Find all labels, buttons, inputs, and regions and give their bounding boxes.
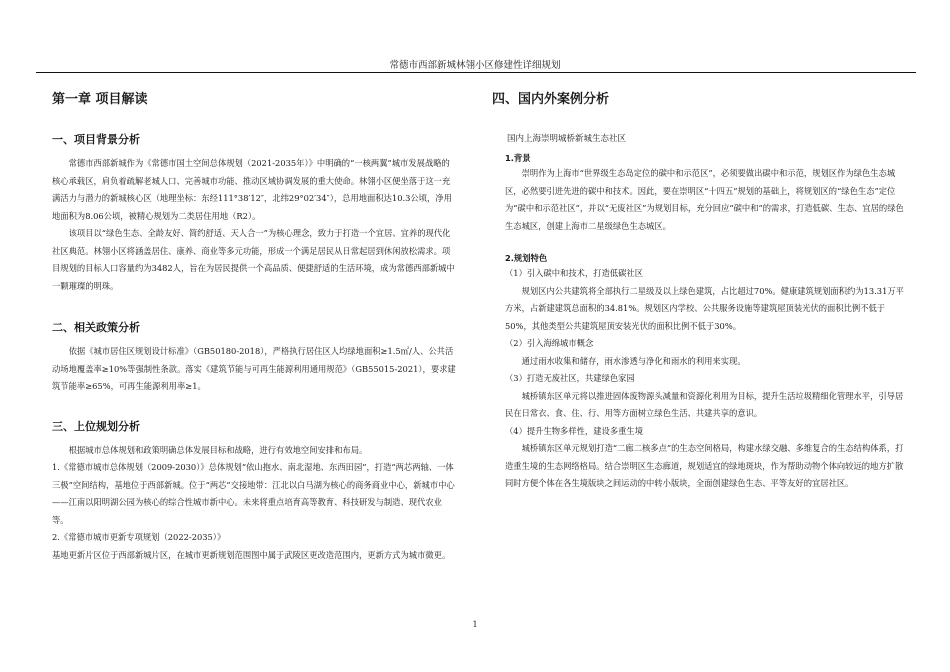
subsection-heading-features: 2.规划特色 bbox=[505, 253, 548, 263]
paragraph: 该项目以“绿色生态、全龄友好、简约舒适、天人合一”为核心理念，致力于打造一个宜居、宜养的现代化社区典范。林翎小区将涵盖居住、康养、商业等多元功能，形成一个满足居民从日常起居到休闲放松需求。项目规划的目标人口容量约为3482人，旨在为居民提供一个高品质、便捷舒适的生活环境，成为常德西部新城中一颗璀璨的明珠。 bbox=[52, 228, 455, 291]
feature-title: （2）引入海绵城市概念 bbox=[505, 338, 594, 348]
feature-title: （3）打造无废社区，共建绿色家园 bbox=[505, 373, 635, 383]
right-column bbox=[492, 88, 907, 493]
paragraph: 城桥镇东区单元规划打造“二廊二核多点”的生态空间格局，构建水绿交融、多维复合的生态结构体系，打造重生境的生态网络格局。结合崇明区生态廊道，规划适宜的绿地斑块，作为帮助动物个体向较远的地方扩散同时方便个体在各生境版块之间运动的中转小版块，全面创建绿色生态、平等友好的宜居社区。 bbox=[505, 443, 904, 488]
feature-title: （4）提升生物多样性，建设多重生境 bbox=[505, 425, 644, 436]
paragraph: 通过雨水收集和储存，雨水渗透与净化和雨水的利用来实现。 bbox=[521, 355, 746, 366]
subsection-heading-background: 1.背景 bbox=[505, 153, 531, 163]
case-title: 国内上海崇明城桥新城生态社区 bbox=[507, 134, 627, 144]
document-header: 常德市西部新城林翎小区修建性详细规划 bbox=[389, 60, 561, 71]
paragraph: 1.《常德市城市总体规划（2009-2030）》总体规划“依山抱水、南北湿地、东西田园”，打造“两芯两轴、一体三极”空间结构，基地位于西部新城。位于“两芯”交接地带：江北以白马湖为核心的商务商业中心，新城市中心——江南以阳明湖公园为核心的综合性城市新中心。未来将重点培育高等教育、科技研发与制造、现代农业等。 bbox=[52, 462, 455, 525]
feature-title: （1）引入碳中和技术，打造低碳社区 bbox=[505, 268, 644, 278]
chapter-title-cases: 四、国内外案例分析 bbox=[492, 92, 610, 107]
left-column bbox=[52, 88, 457, 564]
chapter-title: 第一章 项目解读 bbox=[52, 92, 148, 107]
paragraph: 依据《城市居住区规划设计标准》（GB50180-2018），严格执行居住区人均绿地面积≥1.5㎡/人、公共活动场地覆盖率≥10%等强制性条款。落实《建筑节能与可再生能源利用通用规范》（GB55015-2021），要求建筑节能率≥65%，可再生能源利用率≥1。 bbox=[52, 346, 456, 391]
page-number: 1 bbox=[472, 620, 478, 629]
section-heading-policy: 二、相关政策分析 bbox=[52, 321, 140, 334]
paragraph: 城桥镇东区单元将以推进固体废物源头减量和资源化利用为目标，提升生活垃圾精细化管理水平，引导居民在日常衣、食、住、行、用等方面树立绿色生活、共建共享的意识。 bbox=[505, 390, 904, 418]
paragraph: 崇明作为上海市“世界级生态岛定位的碳中和示范区”，必须要做出碳中和示范，规划区作为绿色生态城区，必然要引进先进的碳中和技术。因此，要在崇明区“十四五”规划的基础上，将规划区的“绿色生态”定位为“碳中和示范社区”，并以“无废社区”为规划目标，充分回应“碳中和”的需求，打造低碳、生态、宜居的绿色生态城区，创建上海市二星级绿色生态城区。 bbox=[505, 168, 904, 231]
paragraph: 常德市西部新城作为《常德市国土空间总体规划（2021-2035年）》中明确的“一核两翼”城市发展战略的核心承载区，肩负着疏解老城人口、完善城市功能、推动区域协调发展的重大使命。林翎小区便坐落于这一充满活力与潜力的新城核心区（地理坐标：东经111°38′12″，北纬29°02′34″），总用地面积达10.3公顷，净用地面积为8.06公顷，被精心规划为二类居住用地（R2）。 bbox=[52, 158, 452, 221]
section-heading-background: 一、项目背景分析 bbox=[52, 133, 140, 146]
paragraph: 基地更新片区位于西部新城片区，在城市更新规划范围图中属于武陵区更改造范围内，更新方式为城市微更。 bbox=[52, 549, 451, 560]
section-heading-upper-planning: 三、上位规划分析 bbox=[52, 419, 140, 433]
paragraph: 根据城市总体规划和政策明确总体发展目标和战略，进行有效地空间安排和布局。 bbox=[68, 444, 368, 455]
paragraph: 2.《常德市城市更新专项规划（2022-2035）》 bbox=[52, 532, 226, 542]
header-divider bbox=[36, 72, 916, 73]
paragraph: 规划区内公共建筑将全部执行二星级及以上绿色建筑，占比超过70%。健康建筑规划面积约为13.31万平方米，占新建建筑总面积的34.81%。规划区内学校、公共服务设施等建筑屋顶装光伏的面积比例不低于50%，其他类型公共建筑屋顶安装光伏的面积比例不低于30%。 bbox=[505, 285, 904, 331]
